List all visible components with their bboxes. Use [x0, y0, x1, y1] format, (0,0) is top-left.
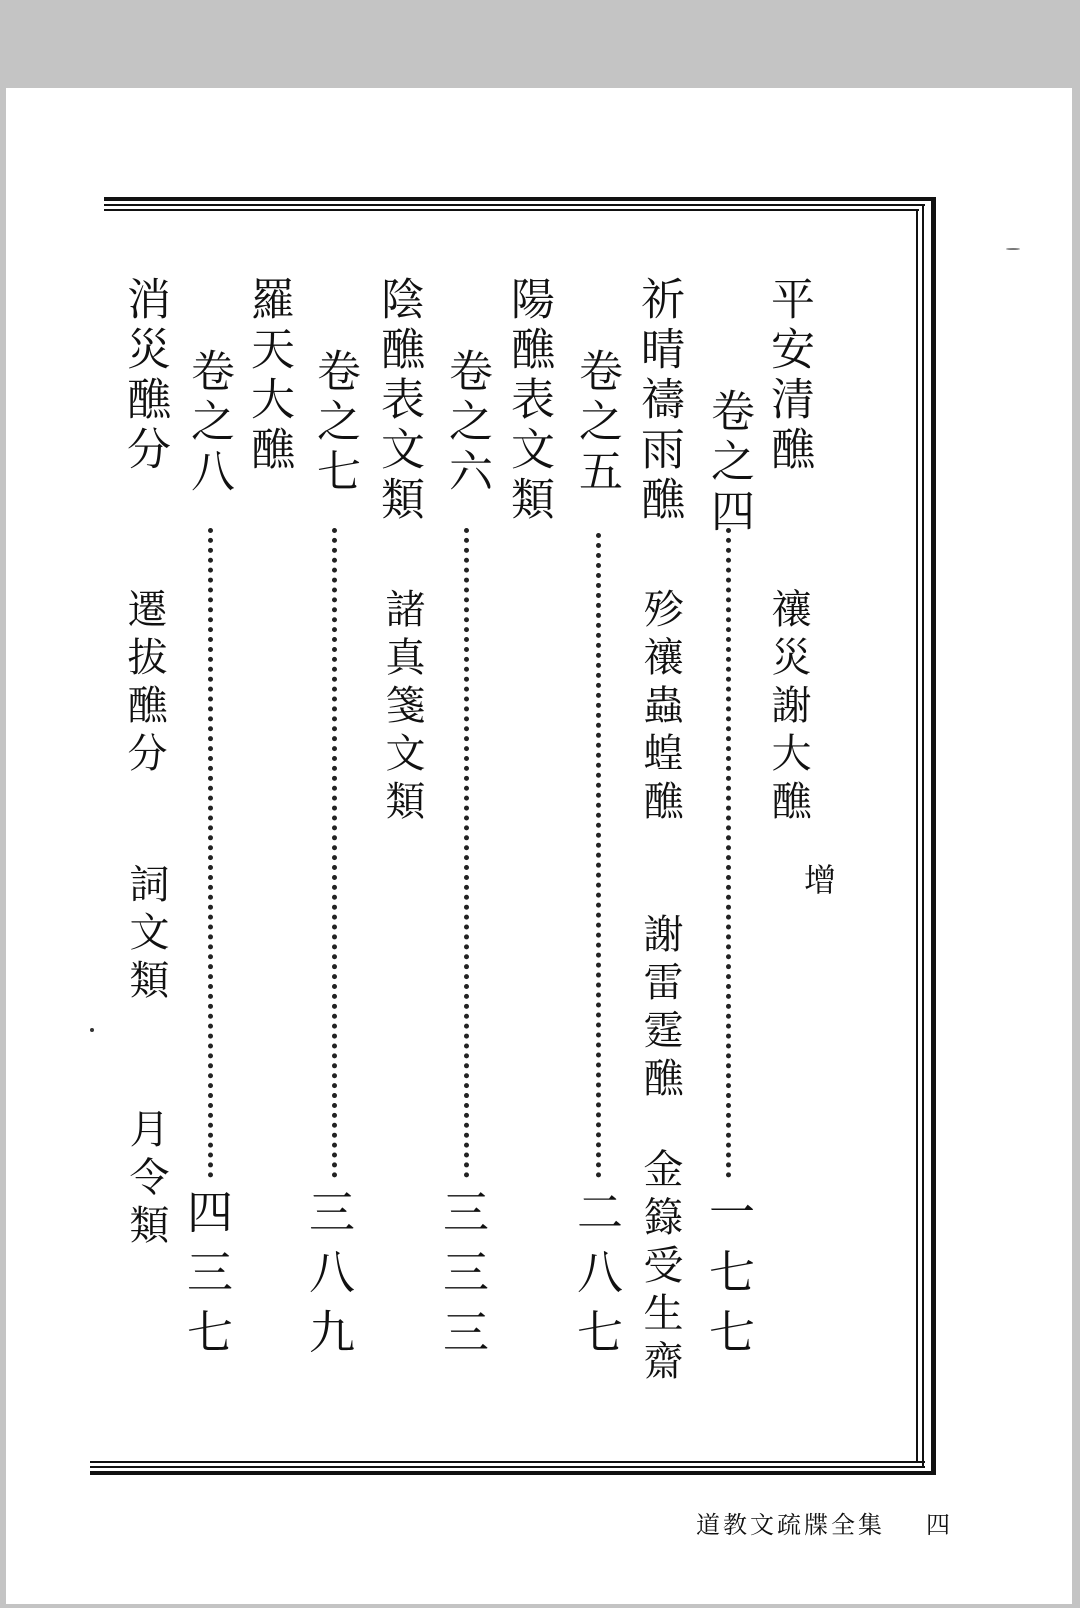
toc-title-qi-qing-dao-yu-jiao: 祈晴禱雨醮 [633, 276, 684, 526]
toc-item-qian-ba-jiao-fen: 遷拔醮分 [121, 588, 167, 780]
toc-item-jin-lu-shou-sheng-zhai: 金籙受生齋 [637, 1148, 683, 1388]
frame-bottom-rule-innermost [90, 1461, 925, 1463]
toc-juan-4: 卷之四 [703, 388, 754, 538]
toc-mark-zeng: 增 [799, 863, 837, 903]
frame-bottom-rule [90, 1471, 935, 1475]
toc-title-yin-jiao-biao-wen-lei: 陰醮表文類 [373, 276, 424, 526]
toc-page-juan-5: 二八七 [570, 1188, 624, 1368]
leader-dots-juan-8 [208, 528, 213, 1178]
toc-juan-7: 卷之七 [309, 348, 360, 498]
toc-item-rang-zai-xie-da-jiao: 禳災謝大醮 [765, 588, 811, 828]
frame-top-rule-inner [104, 204, 925, 206]
toc-page-juan-7: 三八九 [302, 1188, 356, 1368]
frame-bottom-rule-inner [90, 1466, 925, 1468]
toc-juan-6: 卷之六 [441, 348, 492, 498]
leader-dots-juan-4 [726, 528, 731, 1178]
book-title-footer: 道教文疏牒全集 [696, 1511, 885, 1539]
toc-title-luo-tian-da-jiao: 羅天大醮 [243, 276, 294, 476]
leader-dots-juan-7 [332, 528, 337, 1178]
leader-dots-juan-6 [464, 528, 469, 1178]
toc-item-tian-rang-chong-huang-jiao: 殄禳蟲蝗醮 [637, 588, 683, 828]
toc-juan-5: 卷之五 [571, 348, 622, 498]
toc-item-ci-wen-lei: 詞文類 [123, 863, 169, 1007]
toc-page-juan-6: 三三三 [436, 1188, 490, 1368]
frame-right-rule-innermost [916, 209, 918, 1463]
print-speck [90, 1028, 94, 1032]
frame-right-rule [931, 197, 936, 1475]
frame-right-rule-inner [922, 204, 924, 1468]
toc-title-xiao-zai-jiao-fen: 消災醮分 [119, 276, 170, 476]
toc-title-yang-jiao-biao-wen-lei: 陽醮表文類 [503, 276, 554, 526]
leader-dots-juan-5 [596, 533, 601, 1178]
toc-page-juan-4: 一七七 [702, 1188, 756, 1368]
frame-top-rule [104, 197, 935, 201]
page-number: 四 [926, 1511, 950, 1539]
print-speck [1006, 248, 1020, 250]
toc-item-yue-ling-lei: 月令類 [123, 1108, 169, 1252]
toc-item-zhu-zhen-jian-wen-lei: 諸真箋文類 [379, 588, 425, 828]
toc-item-xie-lei-ting-jiao: 謝雷霆醮 [637, 913, 683, 1105]
document-page [6, 88, 1072, 1604]
toc-page-juan-8: 四三七 [180, 1188, 234, 1368]
toc-juan-8: 卷之八 [183, 348, 234, 498]
toc-title-ping-an-qing-jiao: 平安清醮 [763, 276, 814, 476]
frame-top-rule-innermost [104, 209, 919, 211]
